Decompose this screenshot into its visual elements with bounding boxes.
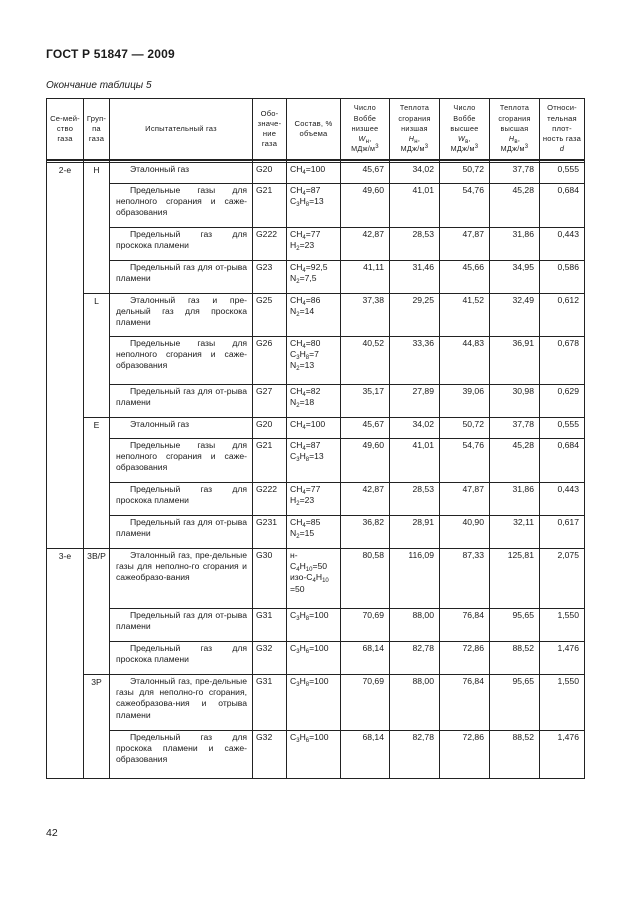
cell-gcv: 32,49	[490, 294, 540, 337]
cell-designation: G231	[253, 516, 287, 549]
cell-wobbe-lower: 41,11	[341, 261, 390, 294]
cell-gcv: 37,78	[490, 418, 540, 439]
cell-relative-density: 0,629	[540, 385, 585, 418]
cell-gcv: 31,86	[490, 228, 540, 261]
test-gas-text: Предельный газ для проскока пламени	[116, 484, 247, 506]
cell-group: 3P	[84, 675, 110, 779]
cell-wobbe-upper: 41,52	[440, 294, 490, 337]
table-caption: Окончание таблицы 5	[46, 80, 152, 91]
cell-gcv: 37,78	[490, 163, 540, 184]
cell-gcv: 45,28	[490, 184, 540, 228]
cell-test-gas	[110, 337, 253, 385]
test-gas-text: Предельные газы для неполного сгорания и саже-образования	[116, 440, 247, 473]
cell-ncv: 28,53	[390, 483, 440, 516]
cell-relative-density: 1,476	[540, 642, 585, 675]
cell-test-gas	[110, 675, 253, 731]
cell-wobbe-upper: 72,86	[440, 731, 490, 779]
cell-test-gas	[110, 261, 253, 294]
table-header	[47, 99, 585, 163]
cell-test-gas	[110, 549, 253, 609]
cell-designation: G222	[253, 228, 287, 261]
cell-wobbe-lower: 49,60	[341, 439, 390, 483]
cell-wobbe-upper: 44,83	[440, 337, 490, 385]
cell-test-gas	[110, 385, 253, 418]
composition-line: $C_3H_8=100$	[290, 610, 329, 622]
cell-ncv: 31,46	[390, 261, 440, 294]
cell-test-gas	[110, 418, 253, 439]
header-wobbe-upper: Число Воббе высшее $W_в$, МДж/$м^3$	[440, 99, 490, 161]
cell-designation: G27	[253, 385, 287, 418]
cell-group: L	[84, 294, 110, 418]
cell-composition	[287, 642, 341, 675]
cell-designation: G222	[253, 483, 287, 516]
cell-gcv: 32,11	[490, 516, 540, 549]
cell-designation: G32	[253, 731, 287, 779]
cell-ncv: 82,78	[390, 642, 440, 675]
cell-composition	[287, 418, 341, 439]
cell-ncv: 88,00	[390, 675, 440, 731]
table-row	[47, 483, 585, 516]
composition-line: $C_3H_6=100$	[290, 643, 329, 655]
header-family: Се-мей-ство газа	[47, 99, 84, 161]
composition-line: н-	[290, 550, 298, 560]
cell-wobbe-lower: 68,14	[341, 731, 390, 779]
table-row	[47, 261, 585, 294]
table-row	[47, 516, 585, 549]
cell-wobbe-lower: 36,82	[341, 516, 390, 549]
cell-family: 3-е	[47, 549, 84, 779]
composition-line: $N_2=18$	[290, 397, 315, 410]
cell-ncv: 82,78	[390, 731, 440, 779]
cell-wobbe-upper: 76,84	[440, 675, 490, 731]
cell-composition	[287, 731, 341, 779]
cell-designation: G20	[253, 163, 287, 184]
cell-gcv: 45,28	[490, 439, 540, 483]
cell-gcv: 95,65	[490, 609, 540, 642]
cell-composition	[287, 294, 341, 337]
table-row	[47, 163, 585, 184]
composition-line: $C_3H_8=13$	[290, 451, 324, 464]
cell-test-gas	[110, 439, 253, 483]
cell-designation: G32	[253, 642, 287, 675]
cell-ncv: 34,02	[390, 163, 440, 184]
cell-relative-density: 0,443	[540, 228, 585, 261]
cell-ncv: 28,53	[390, 228, 440, 261]
test-gas-text: Предельный газ для от-рыва пламени	[116, 262, 247, 284]
table-row	[47, 385, 585, 418]
cell-gcv: 36,91	[490, 337, 540, 385]
cell-test-gas	[110, 609, 253, 642]
cell-wobbe-upper: 50,72	[440, 163, 490, 184]
cell-relative-density: 0,684	[540, 439, 585, 483]
table-row	[47, 228, 585, 261]
cell-wobbe-lower: 40,52	[341, 337, 390, 385]
page-number: 42	[46, 827, 58, 839]
cell-wobbe-lower: 35,17	[341, 385, 390, 418]
composition-line: $CH_4=85$	[290, 517, 321, 529]
cell-wobbe-lower: 45,67	[341, 418, 390, 439]
cell-group: E	[84, 418, 110, 549]
table-row	[47, 184, 585, 228]
cell-relative-density: 0,555	[540, 418, 585, 439]
cell-ncv: 116,09	[390, 549, 440, 609]
table-row	[47, 731, 585, 779]
cell-ncv: 27,89	[390, 385, 440, 418]
cell-ncv: 41,01	[390, 184, 440, 228]
cell-gcv: 34,95	[490, 261, 540, 294]
cell-wobbe-upper: 50,72	[440, 418, 490, 439]
cell-composition	[287, 439, 341, 483]
cell-designation: G25	[253, 294, 287, 337]
cell-composition	[287, 163, 341, 184]
cell-relative-density: 0,617	[540, 516, 585, 549]
cell-composition	[287, 609, 341, 642]
test-gas-text: Эталонный газ, пре-дельные газы для неполно-го сгорания, сажеобразова-ния и отрыва пламени	[116, 676, 247, 720]
header-group: Груп-па газа	[84, 99, 110, 161]
composition-line: $CH_4=92,5$	[290, 262, 328, 274]
cell-relative-density: 0,443	[540, 483, 585, 516]
cell-wobbe-lower: 49,60	[341, 184, 390, 228]
header-gcv: Теплота сгорания высшая $H_в$, МДж/$м^3$	[490, 99, 540, 161]
test-gas-text: Эталонный газ, пре-дельные газы для неполно-го сгорания и сажеобразо-вания	[116, 550, 247, 583]
composition-line: $CH_4=77$	[290, 229, 321, 241]
table-row	[47, 549, 585, 609]
cell-relative-density: 0,684	[540, 184, 585, 228]
cell-wobbe-upper: 40,90	[440, 516, 490, 549]
cell-wobbe-lower: 37,38	[341, 294, 390, 337]
cell-gcv: 31,86	[490, 483, 540, 516]
cell-composition	[287, 549, 341, 609]
cell-group: H	[84, 163, 110, 294]
cell-designation: G23	[253, 261, 287, 294]
test-gas-text: Эталонный газ	[130, 419, 190, 429]
composition-line: $CH_4=100$	[290, 419, 326, 431]
cell-family: 2-е	[47, 163, 84, 549]
table-body	[47, 163, 585, 779]
composition-line: $H_2=23$	[290, 240, 315, 253]
cell-relative-density: 0,678	[540, 337, 585, 385]
header-designation: Обо-значе-ние газа	[253, 99, 287, 161]
test-gas-text: Предельный газ для от-рыва пламени	[116, 386, 247, 408]
cell-wobbe-upper: 87,33	[440, 549, 490, 609]
cell-designation: G26	[253, 337, 287, 385]
test-gas-text: Предельные газы для неполного сгорания и саже-образования	[116, 185, 247, 218]
composition-line: $N_2=7,5$	[290, 273, 317, 286]
document-title: ГОСТ Р 51847 — 2009	[46, 47, 175, 61]
composition-line: $C_3H_8=100$	[290, 676, 329, 688]
composition-line: $C_4H_{10}=50$	[290, 561, 328, 574]
composition-line: $C_3H_6=100$	[290, 732, 329, 744]
test-gas-text: Эталонный газ	[130, 164, 190, 174]
cell-wobbe-lower: 70,69	[341, 609, 390, 642]
cell-test-gas	[110, 642, 253, 675]
cell-relative-density: 1,550	[540, 675, 585, 731]
cell-ncv: 28,91	[390, 516, 440, 549]
composition-line: $N_2=14$	[290, 306, 315, 319]
composition-line: $CH_4=100$	[290, 164, 326, 176]
cell-relative-density: 0,555	[540, 163, 585, 184]
header-ncv: Теплота сгорания низшая $H_н$, МДж/$м^3$	[390, 99, 440, 161]
cell-wobbe-upper: 45,66	[440, 261, 490, 294]
cell-wobbe-lower: 68,14	[341, 642, 390, 675]
table-row	[47, 418, 585, 439]
composition-line: $CH_4=87$	[290, 185, 321, 197]
cell-test-gas	[110, 228, 253, 261]
composition-line: $CH_4=86$	[290, 295, 321, 307]
cell-wobbe-lower: 80,58	[341, 549, 390, 609]
cell-ncv: 33,36	[390, 337, 440, 385]
composition-line: $N_2=13$	[290, 360, 315, 373]
cell-wobbe-upper: 39,06	[440, 385, 490, 418]
table-row	[47, 642, 585, 675]
composition-line: $CH_4=82$	[290, 386, 321, 398]
composition-line: $CH_4=87$	[290, 440, 321, 452]
composition-line: $C_3H_8=7$	[290, 349, 319, 362]
cell-designation: G20	[253, 418, 287, 439]
cell-test-gas	[110, 731, 253, 779]
cell-designation: G21	[253, 184, 287, 228]
cell-wobbe-lower: 70,69	[341, 675, 390, 731]
table-row	[47, 609, 585, 642]
cell-wobbe-upper: 47,87	[440, 228, 490, 261]
table-row	[47, 675, 585, 731]
composition-line: $CH_4=77$	[290, 484, 321, 496]
cell-wobbe-upper: 47,87	[440, 483, 490, 516]
header-test-gas: Испытательный газ	[110, 99, 253, 161]
cell-gcv: 88,52	[490, 642, 540, 675]
composition-line: $H_2=23$	[290, 495, 315, 508]
header-relative-density: Относи-тельная плот-ность газа d	[540, 99, 585, 161]
cell-ncv: 88,00	[390, 609, 440, 642]
cell-ncv: 29,25	[390, 294, 440, 337]
cell-test-gas	[110, 483, 253, 516]
gas-table	[46, 98, 585, 779]
cell-relative-density: 2,075	[540, 549, 585, 609]
cell-composition	[287, 337, 341, 385]
cell-composition	[287, 228, 341, 261]
cell-gcv: 88,52	[490, 731, 540, 779]
table-row	[47, 439, 585, 483]
cell-relative-density: 1,550	[540, 609, 585, 642]
cell-designation: G31	[253, 675, 287, 731]
cell-test-gas	[110, 294, 253, 337]
composition-line: изо-$C_4H_{10}$	[290, 572, 329, 585]
cell-wobbe-upper: 54,76	[440, 184, 490, 228]
cell-wobbe-upper: 72,86	[440, 642, 490, 675]
test-gas-text: Эталонный газ и пре-дельный газ для проскока пламени	[116, 295, 247, 328]
test-gas-text: Предельный газ для проскока пламени	[116, 229, 247, 251]
cell-composition	[287, 516, 341, 549]
cell-designation: G31	[253, 609, 287, 642]
cell-gcv: 95,65	[490, 675, 540, 731]
cell-wobbe-lower: 42,87	[341, 228, 390, 261]
cell-composition	[287, 261, 341, 294]
cell-test-gas	[110, 163, 253, 184]
table-row	[47, 294, 585, 337]
composition-line: $C_3H_8=13$	[290, 196, 324, 209]
header-wobbe-lower: Число Воббе низшее $W_н$, МДж/$м^3$	[341, 99, 390, 161]
test-gas-text: Предельный газ для от-рыва пламени	[116, 517, 247, 539]
header-composition: Состав, % объема	[287, 99, 341, 161]
table-row	[47, 337, 585, 385]
composition-line: =50	[290, 583, 305, 594]
test-gas-text: Предельный газ для от-рыва пламени	[116, 610, 247, 632]
cell-group: 3B/P	[84, 549, 110, 675]
cell-composition	[287, 385, 341, 418]
cell-relative-density: 1,476	[540, 731, 585, 779]
cell-gcv: 125,81	[490, 549, 540, 609]
cell-composition	[287, 184, 341, 228]
cell-wobbe-lower: 42,87	[341, 483, 390, 516]
cell-test-gas	[110, 184, 253, 228]
cell-ncv: 41,01	[390, 439, 440, 483]
cell-designation: G21	[253, 439, 287, 483]
cell-relative-density: 0,586	[540, 261, 585, 294]
cell-designation: G30	[253, 549, 287, 609]
cell-relative-density: 0,612	[540, 294, 585, 337]
cell-test-gas	[110, 516, 253, 549]
cell-gcv: 30,98	[490, 385, 540, 418]
composition-line: $N_2=15$	[290, 528, 315, 541]
cell-ncv: 34,02	[390, 418, 440, 439]
test-gas-text: Предельные газы для неполного сгорания и саже-образования	[116, 338, 247, 371]
composition-line: $CH_4=80$	[290, 338, 321, 350]
cell-composition	[287, 675, 341, 731]
cell-wobbe-upper: 76,84	[440, 609, 490, 642]
cell-wobbe-upper: 54,76	[440, 439, 490, 483]
cell-composition	[287, 483, 341, 516]
cell-wobbe-lower: 45,67	[341, 163, 390, 184]
test-gas-text: Предельный газ для проскока пламени	[116, 643, 247, 665]
test-gas-text: Предельный газ для проскока пламени и саже-образования	[116, 732, 247, 765]
